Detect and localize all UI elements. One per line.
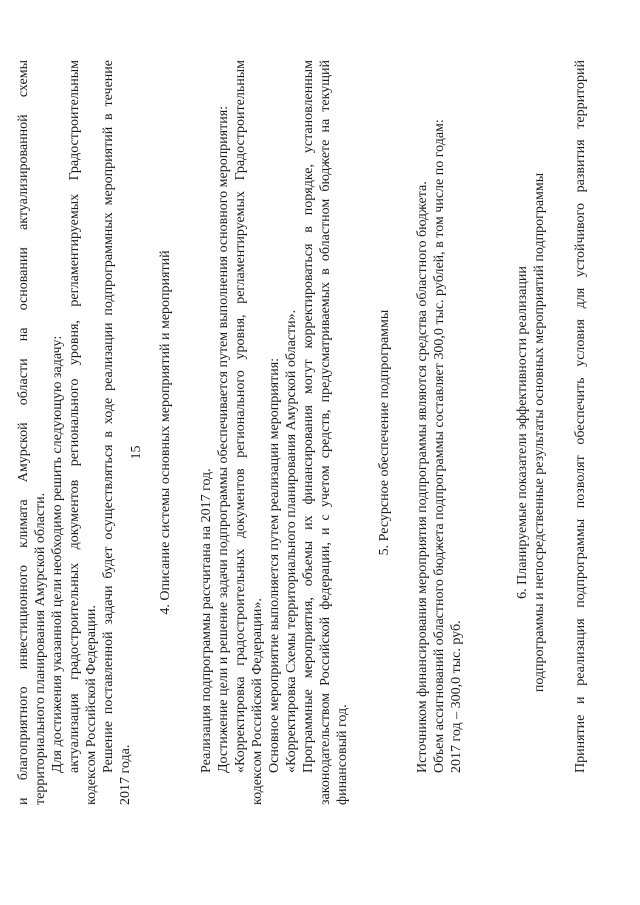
paragraph-line: и благоприятного инвестиционного климата Амурской области на основании актуализированной схемы [16,60,31,805]
paragraph-line: кодексом Российской Федерации». [250,598,265,805]
page-number: 15 [129,445,144,460]
paragraph-line: финансовый год. [335,704,350,805]
section-heading-4: 4. Описание системы основных мероприятий и мероприятий [158,250,173,615]
paragraph-line: территориального планирования Амурской области. [33,492,48,805]
paragraph-line: актуализация градостроительных документов регионального уровня, регламентируемых Градостроительным [67,60,82,773]
paragraph-line: Принятие и реализация подпрограммы позволят обеспечить условия для устойчивого развития территорий [573,60,588,773]
paragraph-line: Решение поставленной задачи будет осуществляться в ходе реализации подпрограммных мероприятий в течение [101,60,116,773]
paragraph-line: Источником финансирования мероприятия подпрограммы являются средства областного бюджета. [415,181,430,773]
section-heading-5: 5. Ресурсное обеспечение подпрограммы [377,309,392,556]
paragraph-line: Основное мероприятие выполняется путем реализации мероприятия: [267,357,282,773]
section-heading-6-subtitle: подпрограммы и непосредственные результаты основных мероприятий подпрограммы [532,172,547,693]
paragraph-line: 2017 год – 300,0 тыс. руб. [449,620,464,773]
paragraph-line: Реализация подпрограммы рассчитана на 2017 год. [199,468,214,773]
paragraph-line: 2017 года. [118,744,133,805]
paragraph-line: Объем ассигнований областного бюджета подпрограммы составляет 300,0 тыс. рублей, в том числе по годам: [432,119,447,773]
paragraph-line: кодексом Российской Федерации. [84,605,99,805]
paragraph-line: Для достижения указанной цели необходимо решить следующую задачу: [50,335,65,773]
paragraph-line: Достижение цели и решение задачи подпрограммы обеспечивается путем выполнения основного мероприятия: [216,105,231,773]
section-heading-6: 6. Планируемые показатели эффективности реализации [515,266,530,599]
paragraph-line: законодательством Российской федерации, и с учетом средств, предусматриваемых в областном бюджете на текущий [318,60,333,805]
paragraph-line: «Корректировка Схемы территориального планирования Амурской области». [284,309,299,773]
paragraph-line: Программные мероприятия, объемы их финансирования могут корректироваться в порядке, установленным [301,60,316,773]
paragraph-line: «Корректировка градостроительных документов регионального уровня, регламентируемых Градостроительным [233,60,248,773]
